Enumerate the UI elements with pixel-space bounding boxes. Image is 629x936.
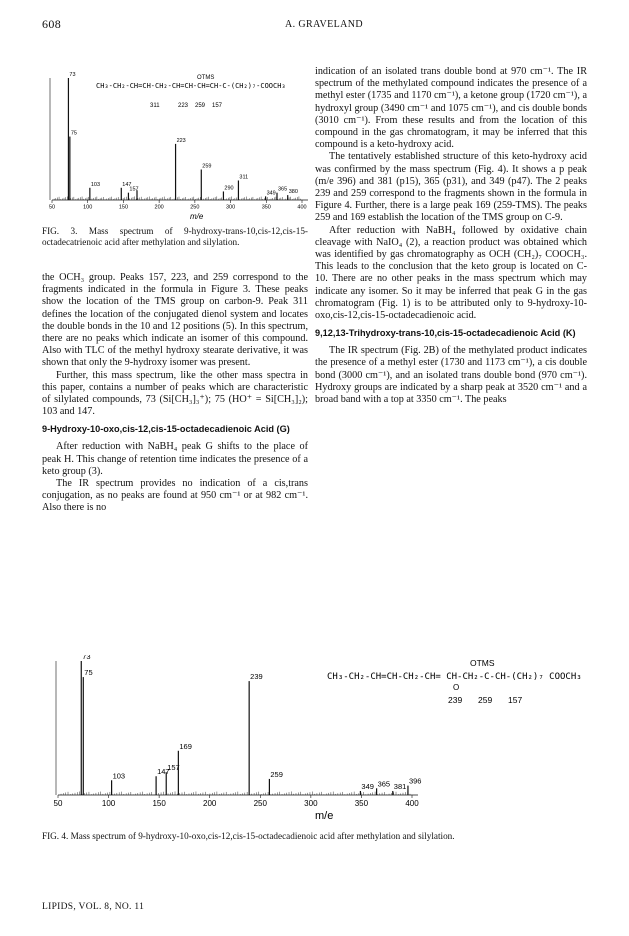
peak-label: 365 — [377, 779, 391, 789]
x-tick-label: 400 — [405, 799, 419, 808]
x-tick-label: 400 — [297, 204, 307, 211]
fig3-otms: OTMS — [197, 75, 215, 81]
fig3-frag-223: 223 — [178, 103, 189, 109]
x-tick-label: 100 — [101, 799, 116, 808]
peak-label: 349 — [266, 190, 276, 197]
peak-label: 169 — [179, 741, 192, 751]
journal-footer: LIPIDS, VOL. 8, NO. 11 — [42, 902, 145, 912]
fig3-xlabel: m/e — [190, 212, 204, 221]
fig3-caption: FIG. 3. Mass spectrum of 9-hydroxy-trans-10,cis-12,cis-15-octadecatrienoic acid after methylation and silylation. — [42, 226, 308, 247]
fig4-formula: CH₃-CH₂-CH=CH-CH₂-CH= CH-CH₂-C-CH-(CH₂)₇ COOCH₃ — [327, 672, 582, 682]
running-author: A. GRAVELAND — [285, 19, 363, 30]
fig4-oxo: O — [453, 683, 460, 692]
x-tick-label: 200 — [154, 204, 164, 211]
peak-label: 311 — [239, 174, 249, 181]
peak-label: 349 — [361, 781, 374, 791]
x-tick-label: 200 — [203, 799, 217, 808]
section-heading-k: 9,12,13-Trihydroxy-trans-10,cis-15-octadecadienoic Acid (K) — [315, 328, 576, 339]
fig4-frag-259: 259 — [478, 695, 493, 705]
peak-label: 147 — [157, 767, 170, 777]
peak-label: 157 — [129, 186, 139, 193]
peak-label: 157 — [167, 763, 180, 773]
peak-label: 73 — [69, 72, 76, 78]
x-tick-label: 50 — [53, 799, 63, 808]
x-tick-label: 50 — [48, 204, 56, 211]
fig3-frag-157: 157 — [212, 103, 223, 109]
peak-label: 103 — [90, 181, 101, 188]
right-paragraph-1: indication of an isolated trans double bond at 970 cm⁻¹. The IR spectrum of the methylated compound indicates the presence of a methyl ester (1735 and 1170 cm⁻¹), a ketone group (1720 cm⁻¹), a hydroxyl group (3490 cm⁻¹ and 1075 cm⁻¹), and cis double bonds (3010 cm⁻¹). From these results and from the location of this compound in the gas chromatogram, it may be inferred that this compound is a keto-hydroxy acid. — [315, 66, 587, 151]
section-heading-g: 9-Hydroxy-10-oxo,cis-12,cis-15-octadecadienoic Acid (G) — [42, 424, 290, 435]
fig3-formula: CH₃-CH₂-CH=CH-CH₂-CH=CH-CH=CH-C-(CH₂)₇-COOCH₃ — [96, 82, 286, 90]
peak-label: 73 — [82, 655, 91, 661]
peak-label: 396 — [408, 776, 422, 786]
right-paragraph-4: The IR spectrum (Fig. 2B) of the methylated product indicates the presence of a methyl ester (1730 and 1173 cm⁻¹), a cis double bond (3000 cm⁻¹), and an isolated trans double bond (970 cm⁻¹). Hydroxy groups are indicated by a sharp peak at 3520 cm⁻¹ and a broad band with a top at 3350 cm⁻¹. The peaks — [315, 345, 587, 406]
peak-label: 290 — [224, 185, 234, 192]
fig4-spectrum — [40, 655, 600, 823]
fig4-otms: OTMS — [470, 658, 495, 668]
x-tick-label: 250 — [190, 204, 200, 211]
fig3-frag-311: 311 — [150, 103, 160, 109]
left-column — [42, 272, 308, 515]
left-paragraph-2: Further, this mass spectrum, like the other mass spectra in this paper, contains a number of peaks which are characteristic of silylated compounds, 73 (Si[CH₃]₃⁺); 75 (HO⁺ = Si[CH₃]₂); 103 and 147. — [42, 369, 308, 418]
left-paragraph-3: After reduction with NaBH₄ peak G shifts to the place of peak H. This change of retention time indicates the presence of a keto group (3). — [42, 441, 308, 477]
peak-label: 259 — [270, 769, 283, 779]
x-tick-label: 150 — [118, 204, 129, 211]
peak-label: 75 — [70, 130, 77, 137]
x-tick-label: 100 — [83, 204, 93, 211]
right-paragraph-2: The tentatively established structure of this keto-hydroxy acid was confirmed by the mass spectrum (Fig. 4). It shows a p peak (m/e 396) and 381 (p15), 365 (p31), and 349 (p47). The 2 peaks 239 and 259 correspond to the fragments shown in the formula in Figure 4. Further, there is a large peak 169 (259-TMS). The peaks 259 and 169 establish the location of the TMS group on C-9. — [315, 151, 587, 224]
fig3-spectrum — [40, 68, 316, 222]
peak-label: 223 — [176, 137, 186, 144]
peak-label: 75 — [84, 668, 93, 678]
x-tick-label: 150 — [152, 799, 166, 808]
left-paragraph-1: the OCH₃ group. Peaks 157, 223, and 259 correspond to the fragments indicated in the formula in Figure 3. These peaks show the location of the TMS group on carbon-9. Peak 311 defines the location of the conjugated dienol system and locates the double bonds in the 10 and 12 positions (5). In this spectrum, there are no peaks which indicate an isomer of this compound. Also with TLC of the methyl hydroxy stearate derivative, it was shown that only the 9-hydroxy isomer was present. — [42, 272, 308, 369]
fig4-frag-157: 157 — [508, 695, 523, 705]
right-paragraph-3: After reduction with NaBH₄ followed by oxidative chain cleavage with NaIO₄ (2), a reaction product was obtained which was identified by gas chromatography as OCH (CH₂)₇ COOCH₃. This leads to the conclusion that the keto group is located on C-10. There are no other peaks in the mass spectrum which may indicate any isomer. So it may be inferred that peak G in the gas chromatogram (Fig. 1) is to be attributed only to 9-hydroxy-10-oxo,cis-12,cis-15-octadecadienoic acid. — [315, 224, 587, 322]
fig4-frag-239: 239 — [448, 695, 463, 705]
peak-label: 103 — [112, 771, 126, 781]
right-column — [315, 66, 587, 406]
x-tick-label: 350 — [354, 799, 369, 808]
peak-label: 239 — [250, 672, 263, 682]
left-paragraph-4: The IR spectrum provides no indication of a cis,trans conjugation, as no peaks are found at 950 cm⁻¹ or at 982 cm⁻¹. Also there is no — [42, 478, 308, 514]
peak-label: 259 — [202, 163, 212, 170]
fig4-caption: FIG. 4. Mass spectrum of 9-hydroxy-10-oxo,cis-12,cis-15-octadecadienoic acid after methylation and silylation. — [42, 831, 455, 841]
x-tick-label: 300 — [304, 799, 318, 808]
fig4-xlabel: m/e — [315, 810, 334, 822]
peak-label: 380 — [288, 189, 298, 196]
x-tick-label: 250 — [253, 799, 267, 808]
x-tick-label: 300 — [225, 204, 236, 211]
peak-label: 365 — [278, 186, 288, 193]
peak-label: 147 — [122, 181, 132, 188]
x-tick-label: 350 — [261, 204, 271, 211]
peak-label: 381 — [393, 781, 407, 791]
page-number: 608 — [42, 17, 62, 31]
fig3-frag-259: 259 — [195, 103, 206, 109]
